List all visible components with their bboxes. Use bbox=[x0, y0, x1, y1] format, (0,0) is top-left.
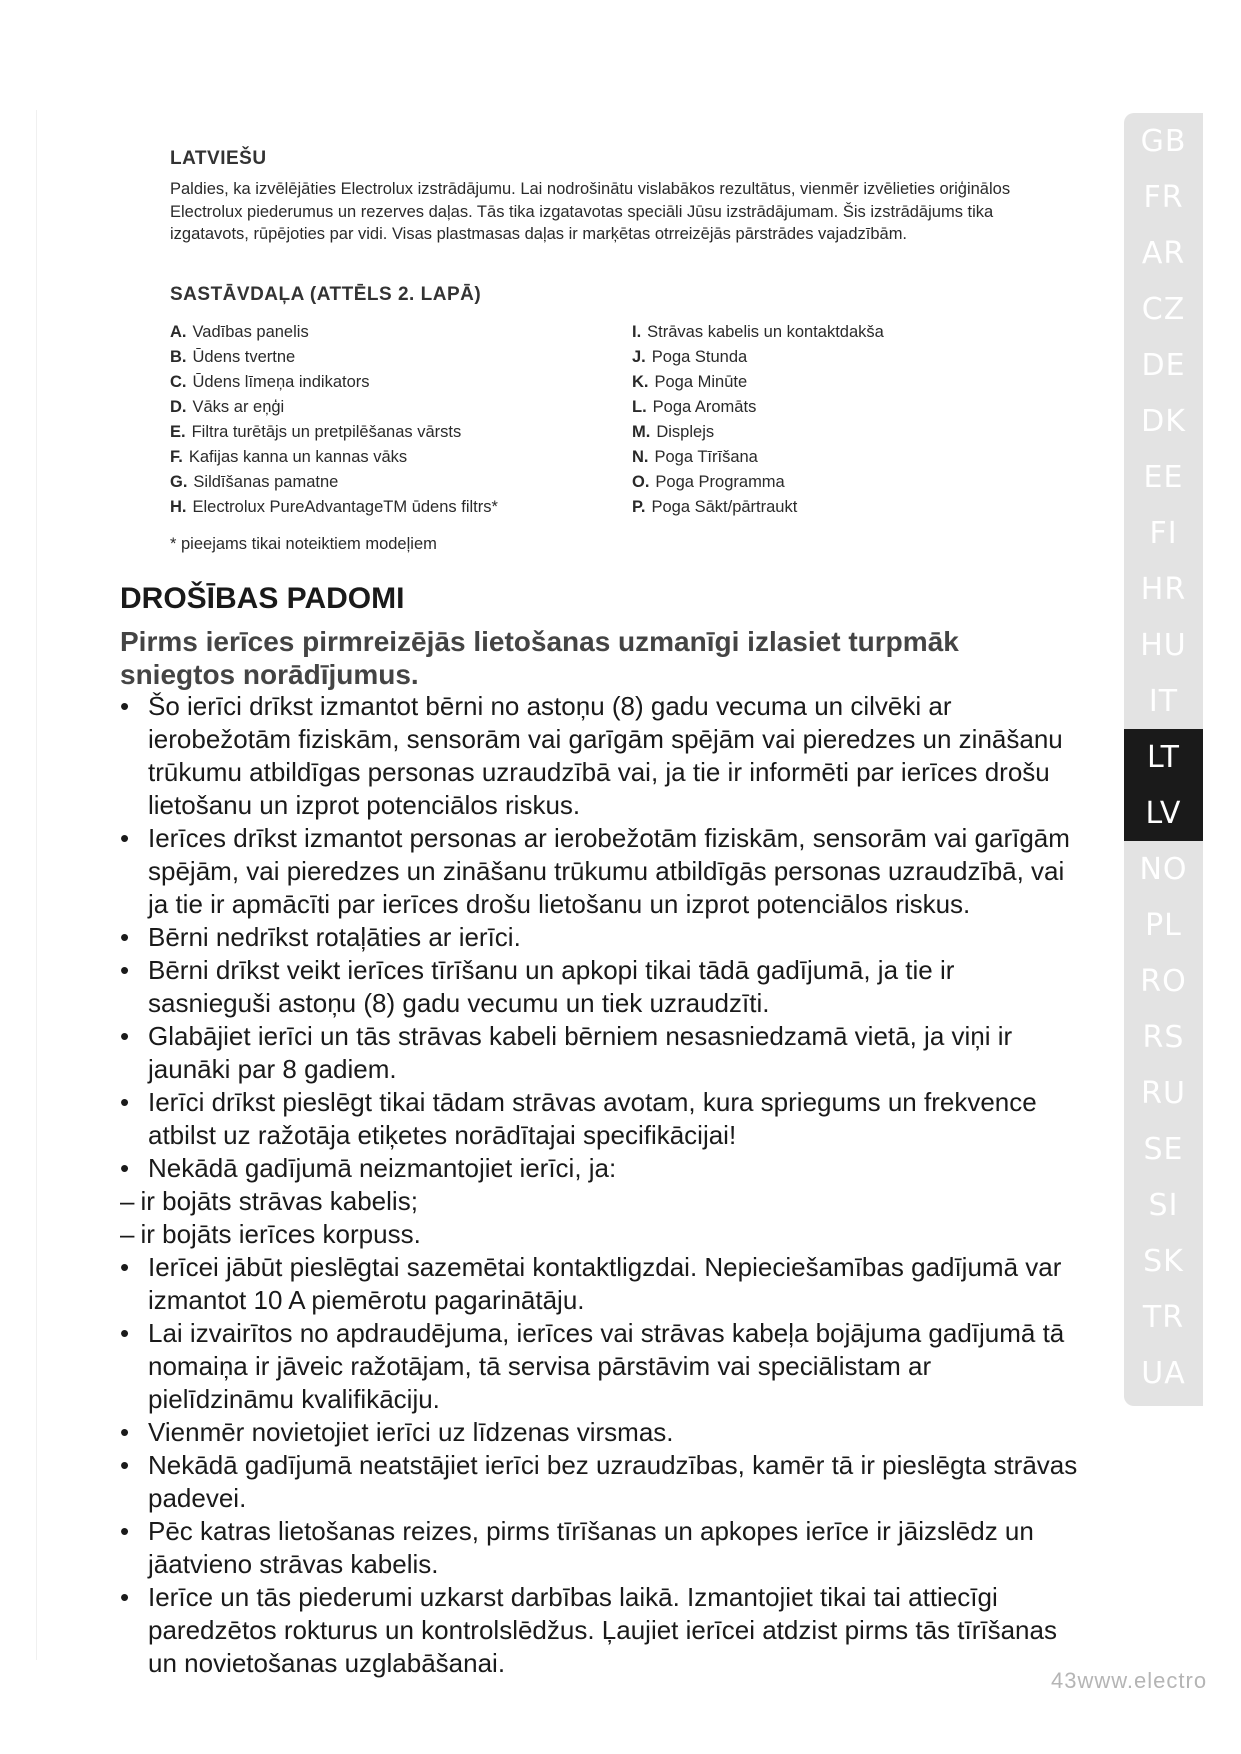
safety-rule bbox=[120, 1317, 1080, 1416]
safety-rule-text: Nekādā gadījumā neatstājiet ierīci bez uzraudzības, kamēr tā ir pieslēgta strāvas padevei. bbox=[148, 1450, 1078, 1513]
safety-rule-text: Bērni drīkst veikt ierīces tīrīšanu un apkopi tikai tādā gadījumā, ja tie ir sasnieguši astoņu (8) gadu vecumu un tiek uzraudzīti. bbox=[148, 955, 955, 1018]
language-tab-gb[interactable]: GB bbox=[1140, 123, 1187, 159]
safety-rule-text: Lai izvairītos no apdraudējuma, ierīces vai strāvas kabeļa bojājuma gadījumā tā nomaiņa ir jāveic ražotājam, tā servisa pārstāvim vai speciālistam ar pielīdzināmu kvalifikāciju. bbox=[148, 1318, 1065, 1414]
safety-rule bbox=[120, 1581, 1080, 1680]
parts-item-label: Poga Sākt/pārtraukt bbox=[651, 498, 798, 516]
parts-list-right bbox=[632, 320, 1082, 520]
safety-rule-text: Nekādā gadījumā neizmantojiet ierīci, ja: bbox=[148, 1153, 617, 1183]
parts-item-letter: D. bbox=[170, 398, 187, 416]
parts-item bbox=[632, 445, 1082, 470]
bullet-marker: • bbox=[120, 1318, 130, 1348]
parts-item-letter: A. bbox=[170, 323, 187, 341]
parts-item-letter: G. bbox=[170, 473, 188, 491]
parts-item-label: Poga Minūte bbox=[654, 373, 748, 391]
safety-rules-list bbox=[120, 690, 1080, 1680]
parts-item-label: Filtra turētājs un pretpilēšanas vārsts bbox=[191, 423, 462, 441]
parts-item-letter: M. bbox=[632, 423, 651, 441]
parts-item-label: Displejs bbox=[656, 423, 715, 441]
parts-item bbox=[632, 345, 1082, 370]
safety-rule-text: Ierīce un tās piederumi uzkarst darbības laikā. Izmantojiet tikai tai attiecīgi paredzētos rokturus un kontrolslēdžus. Ļaujiet ierīcei atdzist pirms tās tīrīšanas un novietošanas uzglabāšanai. bbox=[148, 1582, 1057, 1678]
parts-item-letter: H. bbox=[170, 498, 187, 516]
language-tab-de[interactable]: DE bbox=[1141, 347, 1186, 383]
intro-paragraph: Paldies, ka izvēlējāties Electrolux izstrādājumu. Lai nodrošinātu vislabākos rezultātus, vienmēr izvēlieties oriģinālos Electrolux piederumus un rezerves daļas. Tās tika izgatavotas speciāli Jūsu izstrādājumam. Šis izstrādājums tika izgatavots, rūpējoties par vidi. Visas plastmasas daļas ir marķētas otrreizējās pārstrādes vajadzībām. bbox=[170, 180, 1011, 243]
safety-rule bbox=[120, 954, 1080, 1020]
parts-item-label: Sildīšanas pamatne bbox=[193, 473, 339, 491]
language-tab-se[interactable]: SE bbox=[1143, 1131, 1184, 1167]
language-tab-sk[interactable]: SK bbox=[1143, 1243, 1184, 1279]
parts-item-label: Poga Stunda bbox=[651, 348, 748, 366]
parts-item-label: Strāvas kabelis un kontaktdakša bbox=[647, 323, 884, 341]
parts-item-letter: E. bbox=[170, 423, 186, 441]
bullet-marker: • bbox=[120, 691, 130, 721]
parts-item bbox=[632, 395, 1082, 420]
language-tab-no[interactable]: NO bbox=[1139, 851, 1188, 887]
language-tab-hu[interactable]: HU bbox=[1140, 627, 1187, 663]
parts-item-label: Kafijas kanna un kannas vāks bbox=[188, 448, 408, 466]
parts-item bbox=[632, 470, 1082, 495]
parts-item-label: Vāks ar eņģi bbox=[192, 398, 285, 416]
bullet-marker: • bbox=[120, 1153, 130, 1183]
parts-item-label: Poga Programma bbox=[655, 473, 785, 491]
safety-rule-text: Ierīcei jābūt pieslēgtai sazemētai kontaktligzdai. Nepieciešamības gadījumā var izmantot 10 A piemērotu pagarinātāju. bbox=[148, 1252, 1062, 1315]
parts-item-label: Poga Tīrīšana bbox=[654, 448, 758, 466]
safety-rule bbox=[120, 822, 1080, 921]
parts-item bbox=[632, 495, 1082, 520]
page-footer: 43www.electro bbox=[1051, 1668, 1208, 1693]
parts-item bbox=[170, 495, 620, 520]
safety-rule-text: Ierīci drīkst pieslēgt tikai tādam strāvas avotam, kura spriegums un frekvence atbilst uz ražotāja etiķetes norādītajai specifikācijai! bbox=[148, 1087, 1037, 1150]
parts-item bbox=[170, 445, 620, 470]
language-tab-ee[interactable]: EE bbox=[1143, 459, 1184, 495]
parts-list-left bbox=[170, 320, 620, 520]
bullet-marker: • bbox=[120, 823, 130, 853]
parts-item-letter: L. bbox=[632, 398, 647, 416]
safety-title: DROŠĪBAS PADOMI bbox=[120, 582, 405, 615]
language-tab-pl[interactable]: PL bbox=[1145, 907, 1182, 943]
language-tab-it[interactable]: IT bbox=[1148, 683, 1179, 719]
intro-section bbox=[170, 148, 1030, 246]
safety-rule-text: Šo ierīci drīkst izmantot bērni no astoņu (8) gadu vecuma un cilvēki ar ierobežotām fiziskām, sensorām vai garīgām spējām vai pieredzes un zināšanu trūkumu atbildīgas personas uzraudzībā vai, ja tie ir informēti par ierīces drošu lietošanu un izprot potenciālos riskus. bbox=[148, 691, 1063, 820]
safety-rule bbox=[120, 1152, 1080, 1185]
parts-item-label: Vadības panelis bbox=[192, 323, 309, 341]
safety-rule-text: Pēc katras lietošanas reizes, pirms tīrīšanas un apkopes ierīce ir jāizslēdz un jāatvieno strāvas kabelis. bbox=[148, 1516, 1034, 1579]
safety-rule bbox=[120, 1251, 1080, 1317]
parts-item-letter: O. bbox=[632, 473, 650, 491]
bullet-marker: • bbox=[120, 955, 130, 985]
parts-item-letter: P. bbox=[632, 498, 646, 516]
parts-item bbox=[632, 420, 1082, 445]
language-tab-lt[interactable]: LT bbox=[1124, 729, 1203, 785]
parts-item-letter: J. bbox=[632, 348, 646, 366]
bullet-marker: • bbox=[120, 1021, 130, 1051]
language-tab-strip bbox=[1124, 113, 1203, 1406]
parts-item bbox=[170, 395, 620, 420]
parts-item bbox=[632, 370, 1082, 395]
language-tab-dk[interactable]: DK bbox=[1141, 403, 1186, 439]
parts-item bbox=[170, 370, 620, 395]
parts-item bbox=[170, 470, 620, 495]
language-tab-ru[interactable]: RU bbox=[1141, 1075, 1186, 1111]
dash-marker: – bbox=[120, 1186, 135, 1216]
safety-intro: Pirms ierīces pirmreizējās lietošanas uzmanīgi izlasiet turpmāk sniegtos norādījumus. bbox=[120, 626, 959, 690]
language-tab-cz[interactable]: CZ bbox=[1141, 291, 1186, 327]
parts-item-label: Poga Aromāts bbox=[652, 398, 757, 416]
safety-rule bbox=[120, 921, 1080, 954]
language-tab-fi[interactable]: FI bbox=[1149, 515, 1178, 551]
safety-rule bbox=[120, 1020, 1080, 1086]
bullet-marker: • bbox=[120, 1450, 130, 1480]
parts-item bbox=[170, 345, 620, 370]
bullet-marker: • bbox=[120, 1516, 130, 1546]
language-tab-tr[interactable]: TR bbox=[1142, 1299, 1185, 1335]
safety-rule-text: ir bojāts ierīces korpuss. bbox=[140, 1219, 421, 1249]
safety-rule bbox=[120, 1416, 1080, 1449]
safety-rule bbox=[120, 1515, 1080, 1581]
bullet-marker: • bbox=[120, 922, 130, 952]
dash-marker: – bbox=[120, 1219, 135, 1249]
language-heading: LATVIEŠU bbox=[170, 148, 267, 169]
safety-rule-text: Vienmēr novietojiet ierīci uz līdzenas virsmas. bbox=[148, 1417, 674, 1447]
safety-rule bbox=[120, 1449, 1080, 1515]
language-tab-si[interactable]: SI bbox=[1148, 1187, 1179, 1223]
language-tab-ro[interactable]: RO bbox=[1140, 963, 1187, 999]
parts-item-letter: I. bbox=[632, 323, 642, 341]
language-tab-ar[interactable]: AR bbox=[1141, 235, 1186, 271]
parts-item bbox=[170, 420, 620, 445]
bullet-marker: • bbox=[120, 1252, 130, 1282]
parts-item-label: Ūdens līmeņa indikators bbox=[192, 373, 370, 391]
parts-item bbox=[632, 320, 1082, 345]
page-margin-rule bbox=[36, 110, 37, 1660]
safety-rule bbox=[120, 690, 1080, 822]
safety-rule bbox=[120, 1185, 1080, 1218]
language-tab-hr[interactable]: HR bbox=[1140, 571, 1187, 607]
parts-footnote: * pieejams tikai noteiktiem modeļiem bbox=[170, 535, 437, 553]
bullet-marker: • bbox=[120, 1417, 130, 1447]
safety-rule-text: ir bojāts strāvas kabelis; bbox=[140, 1186, 418, 1216]
parts-item-label: Electrolux PureAdvantageTM ūdens filtrs* bbox=[192, 498, 498, 516]
parts-item-label: Ūdens tvertne bbox=[192, 348, 296, 366]
bullet-marker: • bbox=[120, 1087, 130, 1117]
parts-item-letter: C. bbox=[170, 373, 187, 391]
parts-item-letter: N. bbox=[632, 448, 649, 466]
parts-item-letter: F. bbox=[170, 448, 183, 466]
language-tab-rs[interactable]: RS bbox=[1142, 1019, 1185, 1055]
safety-rule-text: Bērni nedrīkst rotaļāties ar ierīci. bbox=[148, 922, 521, 952]
safety-rule-text: Glabājiet ierīci un tās strāvas kabeli bērniem nesasniedzamā vietā, ja viņi ir jaunāki par 8 gadiem. bbox=[148, 1021, 1013, 1084]
parts-heading: SASTĀVDAĻA (ATTĒLS 2. LAPĀ) bbox=[170, 284, 482, 305]
safety-rule bbox=[120, 1086, 1080, 1152]
bullet-marker: • bbox=[120, 1582, 130, 1612]
safety-rule-text: Ierīces drīkst izmantot personas ar ierobežotām fiziskām, sensorām vai garīgām spējām, vai pieredzes un zināšanu trūkumu atbildīgās personas uzraudzībā, vai ja tie ir apmācīti par ierīces drošu lietošanu un izprot potenciālos riskus. bbox=[148, 823, 1070, 919]
language-tab-fr[interactable]: FR bbox=[1143, 179, 1184, 215]
parts-item-letter: B. bbox=[170, 348, 187, 366]
parts-item bbox=[170, 320, 620, 345]
language-tab-lv[interactable]: LV bbox=[1124, 785, 1203, 841]
safety-rule bbox=[120, 1218, 1080, 1251]
parts-item-letter: K. bbox=[632, 373, 649, 391]
language-tab-ua[interactable]: UA bbox=[1141, 1355, 1186, 1391]
